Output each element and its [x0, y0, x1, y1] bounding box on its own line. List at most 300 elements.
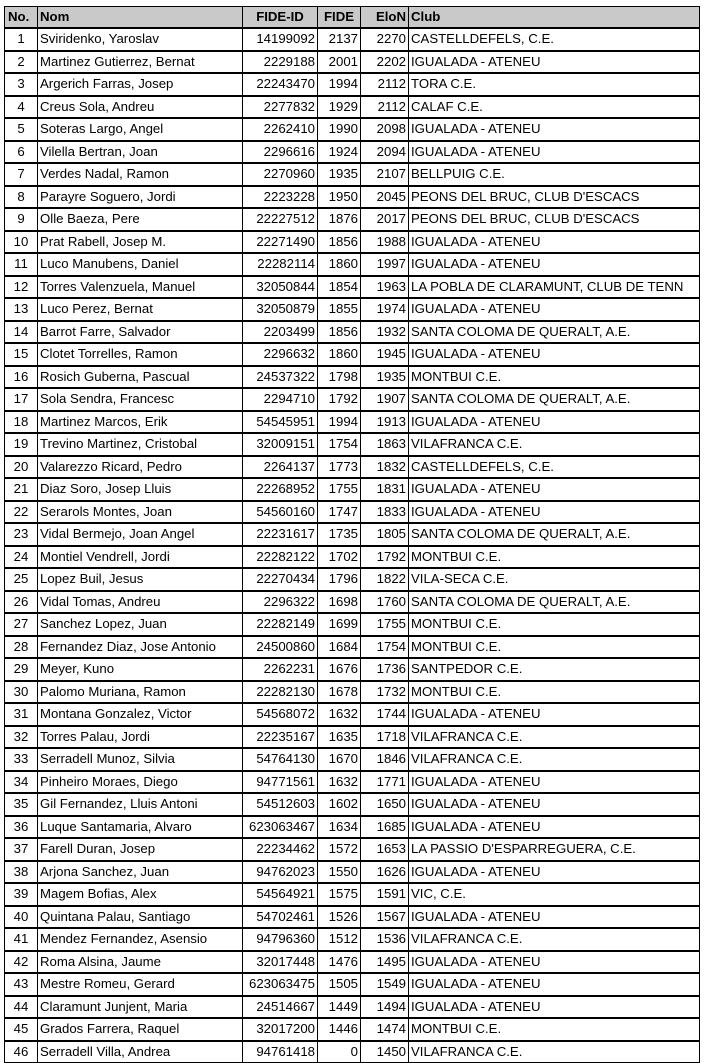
cell-club: LA PASSIO D'ESPARREGUERA, C.E. — [409, 838, 700, 861]
cell-no: 2 — [5, 51, 38, 74]
cell-elon: 2112 — [361, 73, 409, 96]
cell-no: 31 — [5, 703, 38, 726]
players-table — [4, 6, 700, 1063]
cell-fide-id: 22282122 — [243, 546, 318, 569]
cell-fide-id: 623063475 — [243, 973, 318, 996]
table-row — [5, 298, 700, 321]
cell-fide: 1678 — [318, 681, 361, 704]
cell-no: 24 — [5, 546, 38, 569]
cell-nom: Gil Fernandez, Lluis Antoni — [38, 793, 243, 816]
cell-fide: 1856 — [318, 231, 361, 254]
cell-no: 43 — [5, 973, 38, 996]
table-row — [5, 681, 700, 704]
cell-nom: Olle Baeza, Pere — [38, 208, 243, 231]
cell-club: VIC, C.E. — [409, 883, 700, 906]
table-row — [5, 928, 700, 951]
cell-fide: 1855 — [318, 298, 361, 321]
cell-nom: Quintana Palau, Santiago — [38, 906, 243, 929]
cell-fide-id: 24514667 — [243, 996, 318, 1019]
cell-club: IGUALADA - ATENEU — [409, 118, 700, 141]
cell-club: MONTBUI C.E. — [409, 1018, 700, 1041]
cell-club: IGUALADA - ATENEU — [409, 861, 700, 884]
cell-elon: 1495 — [361, 951, 409, 974]
cell-elon: 1822 — [361, 568, 409, 591]
cell-nom: Palomo Muriana, Ramon — [38, 681, 243, 704]
cell-club: IGUALADA - ATENEU — [409, 951, 700, 974]
cell-nom: Trevino Martinez, Cristobal — [38, 433, 243, 456]
cell-club: IGUALADA - ATENEU — [409, 906, 700, 929]
cell-elon: 2112 — [361, 96, 409, 119]
cell-elon: 1718 — [361, 726, 409, 749]
cell-nom: Serradell Munoz, Silvia — [38, 748, 243, 771]
cell-elon: 1988 — [361, 231, 409, 254]
cell-club: MONTBUI C.E. — [409, 366, 700, 389]
cell-fide-id: 2229188 — [243, 51, 318, 74]
cell-nom: Torres Palau, Jordi — [38, 726, 243, 749]
cell-fide-id: 22268952 — [243, 478, 318, 501]
cell-fide-id: 2264137 — [243, 456, 318, 479]
cell-fide: 1924 — [318, 141, 361, 164]
cell-club: IGUALADA - ATENEU — [409, 298, 700, 321]
cell-fide-id: 22234462 — [243, 838, 318, 861]
cell-nom: Martinez Marcos, Erik — [38, 411, 243, 434]
cell-club: IGUALADA - ATENEU — [409, 411, 700, 434]
cell-no: 12 — [5, 276, 38, 299]
cell-elon: 1963 — [361, 276, 409, 299]
cell-fide: 1512 — [318, 928, 361, 951]
cell-club: SANTPEDOR C.E. — [409, 658, 700, 681]
cell-elon: 1474 — [361, 1018, 409, 1041]
table-row — [5, 51, 700, 74]
table-row — [5, 883, 700, 906]
cell-no: 23 — [5, 523, 38, 546]
cell-no: 41 — [5, 928, 38, 951]
cell-club: SANTA COLOMA DE QUERALT, A.E. — [409, 591, 700, 614]
cell-fide-id: 22243470 — [243, 73, 318, 96]
cell-no: 42 — [5, 951, 38, 974]
table-row — [5, 906, 700, 929]
table-row — [5, 388, 700, 411]
cell-no: 9 — [5, 208, 38, 231]
cell-elon: 1653 — [361, 838, 409, 861]
cell-no: 7 — [5, 163, 38, 186]
table-row — [5, 861, 700, 884]
table-row — [5, 73, 700, 96]
cell-fide: 1796 — [318, 568, 361, 591]
cell-fide-id: 32009151 — [243, 433, 318, 456]
cell-elon: 2045 — [361, 186, 409, 209]
cell-elon: 1945 — [361, 343, 409, 366]
table-row — [5, 771, 700, 794]
cell-fide: 1575 — [318, 883, 361, 906]
cell-fide: 1860 — [318, 343, 361, 366]
cell-no: 30 — [5, 681, 38, 704]
cell-club: IGUALADA - ATENEU — [409, 343, 700, 366]
cell-fide: 1935 — [318, 163, 361, 186]
cell-elon: 1567 — [361, 906, 409, 929]
cell-nom: Serradell Villa, Andrea — [38, 1041, 243, 1063]
table-row — [5, 636, 700, 659]
cell-nom: Lopez Buil, Jesus — [38, 568, 243, 591]
cell-fide-id: 32050844 — [243, 276, 318, 299]
cell-club: CALAF C.E. — [409, 96, 700, 119]
cell-club: CASTELLDEFELS, C.E. — [409, 28, 700, 51]
cell-elon: 1760 — [361, 591, 409, 614]
cell-fide-id: 54512603 — [243, 793, 318, 816]
cell-no: 34 — [5, 771, 38, 794]
cell-elon: 1846 — [361, 748, 409, 771]
cell-nom: Diaz Soro, Josep Lluis — [38, 478, 243, 501]
table-row — [5, 276, 700, 299]
cell-fide: 1632 — [318, 771, 361, 794]
cell-elon: 1935 — [361, 366, 409, 389]
cell-no: 35 — [5, 793, 38, 816]
table-row — [5, 343, 700, 366]
cell-nom: Magem Bofias, Alex — [38, 883, 243, 906]
cell-fide-id: 54568072 — [243, 703, 318, 726]
cell-nom: Luque Santamaria, Alvaro — [38, 816, 243, 839]
table-row — [5, 96, 700, 119]
cell-club: IGUALADA - ATENEU — [409, 996, 700, 1019]
table-body — [5, 28, 700, 1063]
cell-elon: 1932 — [361, 321, 409, 344]
cell-fide-id: 94796360 — [243, 928, 318, 951]
cell-fide-id: 22282114 — [243, 253, 318, 276]
cell-fide: 1876 — [318, 208, 361, 231]
cell-fide-id: 22282149 — [243, 613, 318, 636]
cell-elon: 1832 — [361, 456, 409, 479]
cell-fide-id: 2277832 — [243, 96, 318, 119]
cell-club: MONTBUI C.E. — [409, 546, 700, 569]
cell-club: IGUALADA - ATENEU — [409, 816, 700, 839]
cell-fide-id: 22282130 — [243, 681, 318, 704]
cell-no: 46 — [5, 1041, 38, 1063]
cell-no: 16 — [5, 366, 38, 389]
cell-fide: 1476 — [318, 951, 361, 974]
cell-no: 38 — [5, 861, 38, 884]
cell-no: 26 — [5, 591, 38, 614]
cell-club: VILAFRANCA C.E. — [409, 1041, 700, 1063]
cell-fide-id: 2294710 — [243, 388, 318, 411]
cell-elon: 1685 — [361, 816, 409, 839]
cell-no: 18 — [5, 411, 38, 434]
table-row — [5, 613, 700, 636]
cell-elon: 1450 — [361, 1041, 409, 1063]
cell-nom: Clotet Torrelles, Ramon — [38, 343, 243, 366]
table-row — [5, 433, 700, 456]
header-fide-id: FIDE-ID — [243, 7, 318, 29]
cell-fide-id: 14199092 — [243, 28, 318, 51]
table-row — [5, 591, 700, 614]
cell-fide-id: 32017200 — [243, 1018, 318, 1041]
cell-elon: 2202 — [361, 51, 409, 74]
header-elon: EloN — [361, 7, 409, 29]
cell-elon: 1792 — [361, 546, 409, 569]
cell-fide-id: 2203499 — [243, 321, 318, 344]
cell-nom: Mendez Fernandez, Asensio — [38, 928, 243, 951]
cell-club: IGUALADA - ATENEU — [409, 501, 700, 524]
cell-club: IGUALADA - ATENEU — [409, 141, 700, 164]
cell-nom: Pinheiro Moraes, Diego — [38, 771, 243, 794]
table-row — [5, 456, 700, 479]
table-row — [5, 973, 700, 996]
cell-fide: 1676 — [318, 658, 361, 681]
cell-no: 28 — [5, 636, 38, 659]
cell-elon: 1997 — [361, 253, 409, 276]
cell-fide: 1702 — [318, 546, 361, 569]
cell-fide: 1798 — [318, 366, 361, 389]
cell-club: MONTBUI C.E. — [409, 681, 700, 704]
cell-elon: 2094 — [361, 141, 409, 164]
cell-fide: 1602 — [318, 793, 361, 816]
cell-fide-id: 32050879 — [243, 298, 318, 321]
cell-nom: Claramunt Junjent, Maria — [38, 996, 243, 1019]
cell-fide: 1735 — [318, 523, 361, 546]
cell-fide-id: 54564921 — [243, 883, 318, 906]
cell-club: IGUALADA - ATENEU — [409, 703, 700, 726]
cell-fide-id: 623063467 — [243, 816, 318, 839]
cell-fide-id: 22227512 — [243, 208, 318, 231]
cell-elon: 1494 — [361, 996, 409, 1019]
cell-nom: Farell Duran, Josep — [38, 838, 243, 861]
table-row — [5, 1041, 700, 1063]
cell-nom: Torres Valenzuela, Manuel — [38, 276, 243, 299]
cell-no: 45 — [5, 1018, 38, 1041]
cell-club: BELLPUIG C.E. — [409, 163, 700, 186]
cell-elon: 1907 — [361, 388, 409, 411]
cell-nom: Martinez Gutierrez, Bernat — [38, 51, 243, 74]
cell-nom: Soteras Largo, Angel — [38, 118, 243, 141]
cell-nom: Rosich Guberna, Pascual — [38, 366, 243, 389]
cell-nom: Luco Manubens, Daniel — [38, 253, 243, 276]
cell-no: 6 — [5, 141, 38, 164]
cell-fide: 1505 — [318, 973, 361, 996]
cell-nom: Vilella Bertran, Joan — [38, 141, 243, 164]
cell-fide-id: 24500860 — [243, 636, 318, 659]
cell-fide: 1550 — [318, 861, 361, 884]
cell-fide-id: 2296322 — [243, 591, 318, 614]
cell-fide-id: 94762023 — [243, 861, 318, 884]
table-row — [5, 726, 700, 749]
cell-nom: Montiel Vendrell, Jordi — [38, 546, 243, 569]
cell-fide-id: 32017448 — [243, 951, 318, 974]
cell-elon: 1974 — [361, 298, 409, 321]
cell-fide-id: 22271490 — [243, 231, 318, 254]
table-row — [5, 748, 700, 771]
cell-no: 33 — [5, 748, 38, 771]
cell-elon: 1536 — [361, 928, 409, 951]
cell-fide: 1635 — [318, 726, 361, 749]
cell-fide-id: 22235167 — [243, 726, 318, 749]
cell-club: VILA-SECA C.E. — [409, 568, 700, 591]
cell-club: IGUALADA - ATENEU — [409, 793, 700, 816]
cell-fide: 1747 — [318, 501, 361, 524]
cell-no: 27 — [5, 613, 38, 636]
table-row — [5, 816, 700, 839]
cell-fide-id: 94761418 — [243, 1041, 318, 1063]
cell-no: 4 — [5, 96, 38, 119]
cell-fide: 1754 — [318, 433, 361, 456]
cell-fide: 1990 — [318, 118, 361, 141]
table-row — [5, 231, 700, 254]
cell-fide: 1792 — [318, 388, 361, 411]
cell-no: 20 — [5, 456, 38, 479]
cell-club: CASTELLDEFELS, C.E. — [409, 456, 700, 479]
cell-club: IGUALADA - ATENEU — [409, 973, 700, 996]
cell-elon: 1650 — [361, 793, 409, 816]
cell-no: 3 — [5, 73, 38, 96]
cell-fide: 1632 — [318, 703, 361, 726]
cell-club: IGUALADA - ATENEU — [409, 51, 700, 74]
cell-club: PEONS DEL BRUC, CLUB D'ESCACS — [409, 186, 700, 209]
cell-fide-id: 22270434 — [243, 568, 318, 591]
table-row — [5, 793, 700, 816]
cell-fide: 1446 — [318, 1018, 361, 1041]
cell-fide-id: 2296632 — [243, 343, 318, 366]
table-row — [5, 703, 700, 726]
table-row — [5, 186, 700, 209]
cell-nom: Vidal Bermejo, Joan Angel — [38, 523, 243, 546]
cell-elon: 2017 — [361, 208, 409, 231]
cell-no: 40 — [5, 906, 38, 929]
cell-fide-id: 2262410 — [243, 118, 318, 141]
cell-fide-id: 2270960 — [243, 163, 318, 186]
table-row — [5, 208, 700, 231]
cell-fide: 0 — [318, 1041, 361, 1063]
cell-elon: 1549 — [361, 973, 409, 996]
cell-club: PEONS DEL BRUC, CLUB D'ESCACS — [409, 208, 700, 231]
cell-club: VILAFRANCA C.E. — [409, 928, 700, 951]
cell-no: 22 — [5, 501, 38, 524]
cell-fide: 1526 — [318, 906, 361, 929]
cell-fide: 1634 — [318, 816, 361, 839]
cell-fide: 2001 — [318, 51, 361, 74]
cell-club: IGUALADA - ATENEU — [409, 771, 700, 794]
cell-nom: Arjona Sanchez, Juan — [38, 861, 243, 884]
cell-fide-id: 24537322 — [243, 366, 318, 389]
cell-club: VILAFRANCA C.E. — [409, 433, 700, 456]
cell-nom: Creus Sola, Andreu — [38, 96, 243, 119]
table-row — [5, 118, 700, 141]
cell-nom: Montana Gonzalez, Victor — [38, 703, 243, 726]
cell-nom: Serarols Montes, Joan — [38, 501, 243, 524]
cell-nom: Argerich Farras, Josep — [38, 73, 243, 96]
cell-fide: 1684 — [318, 636, 361, 659]
header-row — [5, 7, 700, 29]
cell-fide-id: 2262231 — [243, 658, 318, 681]
cell-elon: 1771 — [361, 771, 409, 794]
cell-fide: 1929 — [318, 96, 361, 119]
cell-elon: 1744 — [361, 703, 409, 726]
table-row — [5, 523, 700, 546]
table-row — [5, 951, 700, 974]
cell-no: 25 — [5, 568, 38, 591]
cell-no: 13 — [5, 298, 38, 321]
cell-nom: Meyer, Kuno — [38, 658, 243, 681]
cell-elon: 1755 — [361, 613, 409, 636]
header-fide: FIDE — [318, 7, 361, 29]
cell-club: IGUALADA - ATENEU — [409, 253, 700, 276]
cell-fide: 1449 — [318, 996, 361, 1019]
table-row — [5, 253, 700, 276]
cell-fide-id: 54702461 — [243, 906, 318, 929]
cell-nom: Mestre Romeu, Gerard — [38, 973, 243, 996]
cell-no: 17 — [5, 388, 38, 411]
cell-no: 10 — [5, 231, 38, 254]
table-row — [5, 838, 700, 861]
cell-fide: 1854 — [318, 276, 361, 299]
cell-nom: Sviridenko, Yaroslav — [38, 28, 243, 51]
cell-fide: 2137 — [318, 28, 361, 51]
cell-no: 15 — [5, 343, 38, 366]
cell-fide-id: 2296616 — [243, 141, 318, 164]
table-row — [5, 501, 700, 524]
cell-fide: 1994 — [318, 73, 361, 96]
cell-elon: 1754 — [361, 636, 409, 659]
cell-club: SANTA COLOMA DE QUERALT, A.E. — [409, 523, 700, 546]
cell-club: VILAFRANCA C.E. — [409, 748, 700, 771]
cell-nom: Prat Rabell, Josep M. — [38, 231, 243, 254]
cell-fide-id: 94771561 — [243, 771, 318, 794]
table-row — [5, 478, 700, 501]
cell-nom: Vidal Tomas, Andreu — [38, 591, 243, 614]
cell-nom: Fernandez Diaz, Jose Antonio — [38, 636, 243, 659]
cell-elon: 2107 — [361, 163, 409, 186]
cell-nom: Parayre Soguero, Jordi — [38, 186, 243, 209]
cell-fide: 1950 — [318, 186, 361, 209]
cell-nom: Sola Sendra, Francesc — [38, 388, 243, 411]
cell-no: 32 — [5, 726, 38, 749]
table-row — [5, 1018, 700, 1041]
cell-elon: 1831 — [361, 478, 409, 501]
header-nom: Nom — [38, 7, 243, 29]
cell-elon: 1913 — [361, 411, 409, 434]
cell-no: 37 — [5, 838, 38, 861]
cell-no: 39 — [5, 883, 38, 906]
cell-nom: Verdes Nadal, Ramon — [38, 163, 243, 186]
cell-nom: Valarezzo Ricard, Pedro — [38, 456, 243, 479]
cell-no: 19 — [5, 433, 38, 456]
cell-club: SANTA COLOMA DE QUERALT, A.E. — [409, 388, 700, 411]
table-row — [5, 321, 700, 344]
cell-elon: 1805 — [361, 523, 409, 546]
cell-elon: 1732 — [361, 681, 409, 704]
cell-elon: 1833 — [361, 501, 409, 524]
cell-club: LA POBLA DE CLARAMUNT, CLUB DE TENN — [409, 276, 700, 299]
table-row — [5, 141, 700, 164]
table-row — [5, 996, 700, 1019]
table-row — [5, 658, 700, 681]
cell-fide-id: 54560160 — [243, 501, 318, 524]
cell-fide-id: 54545951 — [243, 411, 318, 434]
cell-club: SANTA COLOMA DE QUERALT, A.E. — [409, 321, 700, 344]
cell-fide: 1773 — [318, 456, 361, 479]
cell-elon: 2270 — [361, 28, 409, 51]
cell-nom: Grados Farrera, Raquel — [38, 1018, 243, 1041]
cell-fide: 1698 — [318, 591, 361, 614]
cell-club: VILAFRANCA C.E. — [409, 726, 700, 749]
cell-fide: 1572 — [318, 838, 361, 861]
cell-fide: 1755 — [318, 478, 361, 501]
header-no: No. — [5, 7, 38, 29]
cell-nom: Barrot Farre, Salvador — [38, 321, 243, 344]
table-row — [5, 411, 700, 434]
cell-fide-id: 54764130 — [243, 748, 318, 771]
cell-no: 36 — [5, 816, 38, 839]
cell-club: TORA C.E. — [409, 73, 700, 96]
cell-no: 29 — [5, 658, 38, 681]
cell-club: IGUALADA - ATENEU — [409, 231, 700, 254]
